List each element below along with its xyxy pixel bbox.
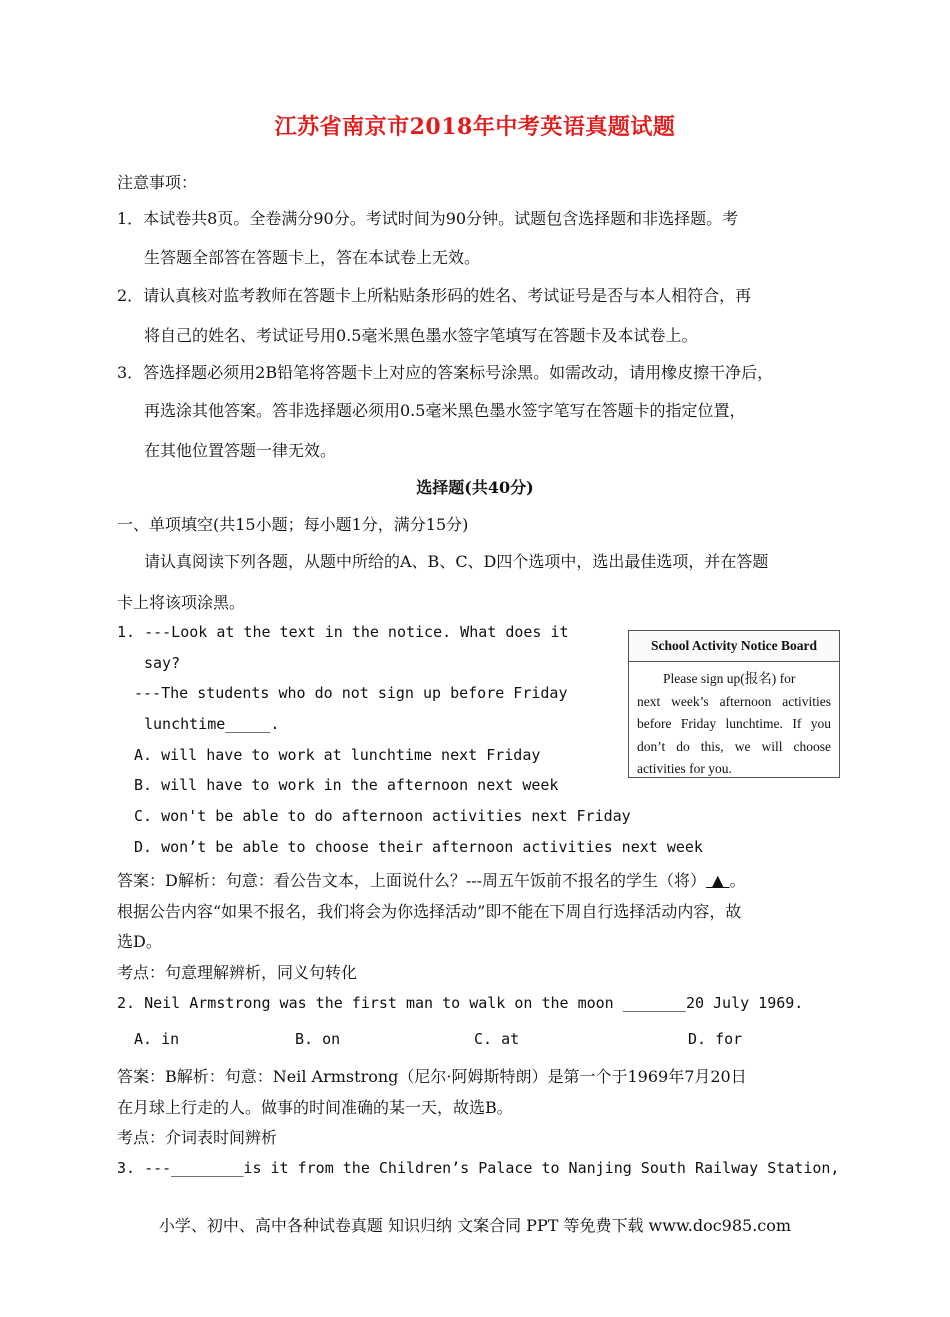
- q2-option-b: B. on: [295, 1030, 341, 1048]
- q1-answer-line: [117, 868, 746, 891]
- notes-heading: 注意事项：: [117, 173, 198, 192]
- q1-answer-line: 选D。: [117, 932, 162, 951]
- q2-answer-line: 答案：B解析：句意：Neil Armstrong（尼尔·阿姆斯特朗）是第一个于1969年7月20日: [117, 1067, 747, 1086]
- note-line: 3．答选择题必须用2B铅笔将答题卡上对应的答案标号涂黑。如需改动，请用橡皮擦干净后，: [117, 363, 774, 382]
- q1-stem-line: say?: [144, 654, 181, 672]
- note-line: 将自己的姓名、考试证号用0.5毫米黑色墨水签字笔填写在答题卡及本试卷上。: [144, 326, 698, 345]
- notice-body-first: Please sign up(报名) for: [663, 671, 796, 686]
- q2-option-c: C. at: [474, 1030, 520, 1048]
- instruction-line: 卡上将该项涂黑。: [117, 593, 246, 612]
- note-line: 再选涂其他答案。答非选择题必须用0.5毫米黑色墨水签字笔写在答题卡的指定位置，: [144, 401, 746, 420]
- q1-kaodian: 考点：句意理解辨析，同义句转化: [117, 963, 358, 982]
- note-line: 生答题全部答在答题卡上，答在本试卷上无效。: [144, 248, 481, 267]
- q1-option-c: C. won't be able to do afternoon activities next Friday: [134, 807, 631, 825]
- notice-board: [628, 630, 840, 778]
- q1-option-d: D. won’t be able to choose their afternoon activities next week: [134, 838, 703, 856]
- q2-answer-line: 在月球上行走的人。做事的时间准确的某一天，故选B。: [117, 1098, 513, 1117]
- notice-body: [629, 662, 839, 781]
- q1-option-a: A. will have to work at lunchtime next Friday: [134, 746, 541, 764]
- instruction-line: 请认真阅读下列各题，从题中所给的A、B、C、D四个选项中，选出最佳选项，并在答题: [144, 552, 769, 571]
- q2-stem: 2. Neil Armstrong was the first man to walk on the moon _______20 July 1969.: [117, 994, 804, 1012]
- q1-answer-suffix: 。: [729, 871, 746, 890]
- q1-option-b: B. will have to work in the afternoon next week: [134, 776, 559, 794]
- q2-kaodian: 考点：介词表时间辨析: [117, 1128, 278, 1147]
- q1-stem-line: 1. ---Look at the text in the notice. What does it: [117, 623, 569, 641]
- part-heading: 一、单项填空(共15小题；每小题1分，满分15分): [117, 515, 469, 534]
- notice-body-rest: next week’s afternoon activities before Friday lunchtime. If you don’t do this, we will choose activities for you.: [637, 693, 831, 776]
- notice-heading: School Activity Notice Board: [629, 631, 839, 662]
- q2-option-a: A. in: [134, 1030, 180, 1048]
- note-line: 在其他位置答题一律无效。: [144, 441, 337, 460]
- note-line: 2．请认真核对监考教师在答题卡上所粘贴条形码的姓名、考试证号是否与本人相符合，再: [117, 286, 752, 305]
- section-title: 选择题(共40分): [416, 478, 534, 497]
- q3-stem: 3. ---________is it from the Children’s Palace to Nanjing South Railway Station,: [117, 1159, 840, 1177]
- answer-blank-mark: ▲: [706, 871, 730, 890]
- q1-stem-line: lunchtime_____.: [144, 715, 280, 733]
- q1-answer-prefix: 答案：D解析：句意：看公告文本，上面说什么？---周五午饭前不报名的学生（将）: [117, 871, 707, 890]
- page-footer: 小学、初中、高中各种试卷真题 知识归纳 文案合同 PPT 等免费下载 www.doc985.com: [158, 1216, 792, 1235]
- q1-answer-line: 根据公告内容“如果不报名，我们将会为你选择活动”即不能在下周自行选择活动内容，故: [117, 902, 742, 921]
- note-line: 1．本试卷共8页。全卷满分90分。考试时间为90分钟。试题包含选择题和非选择题。考: [117, 209, 739, 228]
- page-title: 江苏省南京市2018年中考英语真题试题: [274, 114, 676, 140]
- q1-stem-line: ---The students who do not sign up before Friday: [134, 684, 568, 702]
- q2-option-d: D. for: [688, 1030, 743, 1048]
